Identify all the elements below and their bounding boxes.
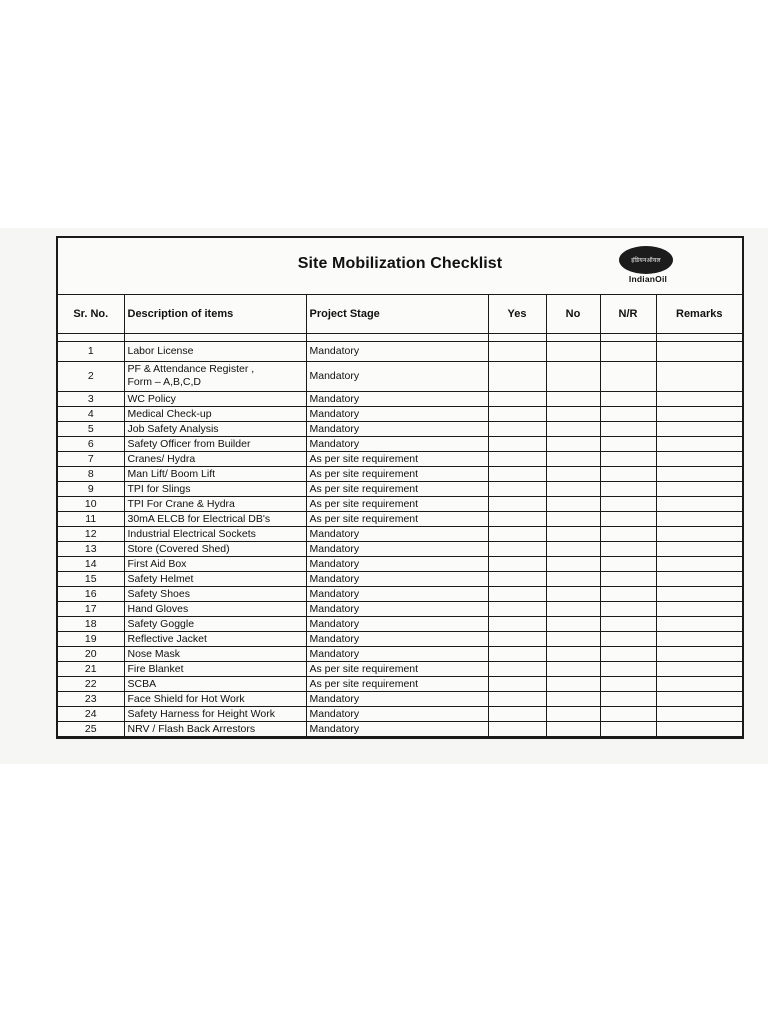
remarks-cell[interactable]: [656, 571, 742, 586]
project-stage-cell: As per site requirement: [306, 496, 488, 511]
description-cell: [124, 511, 306, 526]
yes-cell[interactable]: [488, 436, 546, 451]
description-cell: [124, 526, 306, 541]
yes-cell[interactable]: [488, 511, 546, 526]
na-cell[interactable]: [600, 586, 656, 601]
header-na: N/R: [600, 295, 656, 333]
na-cell[interactable]: [600, 571, 656, 586]
description-text-line2: Form – A,B,C,D: [127, 376, 202, 388]
yes-cell[interactable]: [488, 481, 546, 496]
yes-cell[interactable]: [488, 601, 546, 616]
project-stage-cell: Mandatory: [306, 436, 488, 451]
description-cell: [124, 661, 306, 676]
table-row: [58, 601, 742, 616]
description-text: Safety Officer from Builder: [127, 437, 251, 450]
no-cell[interactable]: [546, 571, 600, 586]
table-row: [58, 421, 742, 436]
na-cell[interactable]: [600, 361, 656, 391]
no-cell[interactable]: [546, 721, 600, 736]
project-stage-cell: As per site requirement: [306, 661, 488, 676]
description-text: Face Shield for Hot Work: [127, 692, 245, 705]
na-cell[interactable]: [600, 661, 656, 676]
project-stage-cell: Mandatory: [306, 721, 488, 736]
yes-cell[interactable]: [488, 541, 546, 556]
no-cell[interactable]: [546, 616, 600, 631]
yes-cell[interactable]: [488, 661, 546, 676]
description-text: Safety Shoes: [127, 587, 190, 600]
sr-no-cell: 5: [58, 421, 124, 436]
na-cell[interactable]: [600, 556, 656, 571]
na-cell[interactable]: [600, 601, 656, 616]
yes-cell[interactable]: [488, 556, 546, 571]
na-cell[interactable]: [600, 341, 656, 361]
remarks-cell[interactable]: [656, 631, 742, 646]
remarks-cell[interactable]: [656, 341, 742, 361]
no-cell[interactable]: [546, 706, 600, 721]
no-cell[interactable]: [546, 466, 600, 481]
table-row: [58, 661, 742, 676]
remarks-cell[interactable]: [656, 721, 742, 736]
remarks-cell[interactable]: [656, 481, 742, 496]
na-cell[interactable]: [600, 511, 656, 526]
table-row: [58, 691, 742, 706]
na-cell[interactable]: [600, 496, 656, 511]
table-row: [58, 391, 742, 406]
sr-no-cell: 2: [58, 361, 124, 391]
yes-cell[interactable]: [488, 451, 546, 466]
yes-cell[interactable]: [488, 496, 546, 511]
sr-no-cell: 17: [58, 601, 124, 616]
description-text: Safety Helmet: [127, 572, 194, 585]
na-cell[interactable]: [600, 466, 656, 481]
yes-cell[interactable]: [488, 721, 546, 736]
table-row: [58, 616, 742, 631]
checklist-table: [58, 295, 742, 737]
yes-cell[interactable]: [488, 406, 546, 421]
remarks-cell[interactable]: [656, 706, 742, 721]
header-description: Description of items: [124, 295, 306, 333]
description-text: TPI For Crane & Hydra: [127, 497, 235, 510]
no-cell[interactable]: [546, 676, 600, 691]
description-text: Industrial Electrical Sockets: [127, 527, 256, 540]
description-text: Cranes/ Hydra: [127, 452, 196, 465]
sr-no-cell: 25: [58, 721, 124, 736]
description-text: First Aid Box: [127, 557, 187, 570]
na-cell[interactable]: [600, 406, 656, 421]
remarks-cell[interactable]: [656, 466, 742, 481]
project-stage-cell: As per site requirement: [306, 451, 488, 466]
project-stage-cell: Mandatory: [306, 706, 488, 721]
sr-no-cell: 24: [58, 706, 124, 721]
table-row: [58, 541, 742, 556]
project-stage-cell: Mandatory: [306, 631, 488, 646]
sr-no-cell: 18: [58, 616, 124, 631]
table-row: [58, 481, 742, 496]
description-cell: [124, 421, 306, 436]
project-stage-cell: Mandatory: [306, 406, 488, 421]
remarks-cell[interactable]: [656, 436, 742, 451]
sr-no-cell: 6: [58, 436, 124, 451]
logo-wordmark: IndianOil: [628, 274, 668, 284]
description-text: NRV / Flash Back Arrestors: [127, 722, 256, 735]
description-cell: [124, 691, 306, 706]
remarks-cell[interactable]: [656, 451, 742, 466]
na-cell[interactable]: [600, 391, 656, 406]
sr-no-cell: 23: [58, 691, 124, 706]
project-stage-cell: Mandatory: [306, 391, 488, 406]
document-title: Site Mobilization Checklist: [297, 255, 503, 272]
no-cell[interactable]: [546, 511, 600, 526]
description-cell: [124, 706, 306, 721]
sr-no-cell: 9: [58, 481, 124, 496]
description-text: Safety Harness for Height Work: [127, 707, 275, 720]
project-stage-cell: Mandatory: [306, 601, 488, 616]
na-cell[interactable]: [600, 631, 656, 646]
description-cell: [124, 391, 306, 406]
no-cell[interactable]: [546, 406, 600, 421]
sr-no-cell: 3: [58, 391, 124, 406]
description-text: Store (Covered Shed): [127, 542, 230, 555]
checklist-body: [58, 333, 742, 736]
description-cell: [124, 436, 306, 451]
project-stage-cell: Mandatory: [306, 341, 488, 361]
yes-cell[interactable]: [488, 676, 546, 691]
no-cell[interactable]: [546, 526, 600, 541]
sr-no-cell: 4: [58, 406, 124, 421]
sr-no-cell: 1: [58, 341, 124, 361]
table-row: [58, 706, 742, 721]
yes-cell[interactable]: [488, 571, 546, 586]
table-row: [58, 526, 742, 541]
yes-cell[interactable]: [488, 466, 546, 481]
yes-cell[interactable]: [488, 616, 546, 631]
description-cell: [124, 406, 306, 421]
na-cell[interactable]: [600, 451, 656, 466]
indianoil-logo: [616, 246, 680, 288]
description-cell: [124, 721, 306, 736]
project-stage-cell: Mandatory: [306, 421, 488, 436]
table-row: [58, 631, 742, 646]
description-cell: [124, 556, 306, 571]
remarks-cell[interactable]: [656, 646, 742, 661]
sr-no-cell: 21: [58, 661, 124, 676]
description-cell: [124, 601, 306, 616]
description-cell: [124, 361, 306, 391]
table-row: [58, 586, 742, 601]
remarks-cell[interactable]: [656, 421, 742, 436]
table-row: [58, 571, 742, 586]
no-cell[interactable]: [546, 661, 600, 676]
description-cell: [124, 571, 306, 586]
logo-hindi-text: इंडियनऑयल: [631, 258, 661, 264]
no-cell[interactable]: [546, 451, 600, 466]
project-stage-cell: As per site requirement: [306, 481, 488, 496]
remarks-cell[interactable]: [656, 541, 742, 556]
yes-cell[interactable]: [488, 361, 546, 391]
project-stage-cell: As per site requirement: [306, 511, 488, 526]
remarks-cell[interactable]: [656, 511, 742, 526]
sr-no-cell: 16: [58, 586, 124, 601]
remarks-cell[interactable]: [656, 361, 742, 391]
no-cell[interactable]: [546, 691, 600, 706]
na-cell[interactable]: [600, 541, 656, 556]
description-text: Labor License: [127, 344, 194, 357]
yes-cell[interactable]: [488, 706, 546, 721]
table-row: [58, 361, 742, 391]
na-cell[interactable]: [600, 646, 656, 661]
description-text: Hand Gloves: [127, 602, 189, 615]
table-row: [58, 511, 742, 526]
sr-no-cell: 12: [58, 526, 124, 541]
na-cell[interactable]: [600, 706, 656, 721]
na-cell[interactable]: [600, 691, 656, 706]
no-cell[interactable]: [546, 391, 600, 406]
description-cell: [124, 481, 306, 496]
description-text: PF & Attendance Register ,: [127, 363, 255, 375]
table-row: [58, 556, 742, 571]
no-cell[interactable]: [546, 631, 600, 646]
description-text: Man Lift/ Boom Lift: [127, 467, 216, 480]
table-row: [58, 406, 742, 421]
description-cell: [124, 541, 306, 556]
remarks-cell[interactable]: [656, 601, 742, 616]
description-text: 30mA ELCB for Electrical DB's: [127, 512, 271, 525]
project-stage-cell: Mandatory: [306, 586, 488, 601]
description-cell: [124, 676, 306, 691]
remarks-cell[interactable]: [656, 526, 742, 541]
no-cell[interactable]: [546, 541, 600, 556]
table-row: [58, 436, 742, 451]
no-cell[interactable]: [546, 436, 600, 451]
table-row: [58, 466, 742, 481]
remarks-cell[interactable]: [656, 661, 742, 676]
sr-no-cell: 20: [58, 646, 124, 661]
no-cell[interactable]: [546, 556, 600, 571]
table-row: [58, 341, 742, 361]
no-cell[interactable]: [546, 646, 600, 661]
no-cell[interactable]: [546, 481, 600, 496]
description-cell: [124, 451, 306, 466]
description-cell: [124, 341, 306, 361]
no-cell[interactable]: [546, 341, 600, 361]
yes-cell[interactable]: [488, 631, 546, 646]
no-cell[interactable]: [546, 361, 600, 391]
project-stage-cell: Mandatory: [306, 526, 488, 541]
logo-emblem: [619, 246, 673, 274]
sr-no-cell: 8: [58, 466, 124, 481]
remarks-cell[interactable]: [656, 556, 742, 571]
header-project-stage: Project Stage: [306, 295, 488, 333]
remarks-cell[interactable]: [656, 691, 742, 706]
remarks-cell[interactable]: [656, 616, 742, 631]
sr-no-cell: 14: [58, 556, 124, 571]
table-row: [58, 496, 742, 511]
description-text: Fire Blanket: [127, 662, 184, 675]
project-stage-cell: Mandatory: [306, 541, 488, 556]
project-stage-cell: Mandatory: [306, 646, 488, 661]
na-cell[interactable]: [600, 436, 656, 451]
sr-no-cell: 11: [58, 511, 124, 526]
checklist-sheet: [56, 236, 744, 739]
description-cell: [124, 586, 306, 601]
remarks-cell[interactable]: [656, 391, 742, 406]
description-cell: [124, 631, 306, 646]
na-cell[interactable]: [600, 616, 656, 631]
na-cell[interactable]: [600, 481, 656, 496]
table-row: [58, 676, 742, 691]
yes-cell[interactable]: [488, 646, 546, 661]
header-remarks: Remarks: [656, 295, 742, 333]
no-cell[interactable]: [546, 601, 600, 616]
yes-cell[interactable]: [488, 691, 546, 706]
remarks-cell[interactable]: [656, 496, 742, 511]
description-text: TPI for Slings: [127, 482, 191, 495]
project-stage-cell: Mandatory: [306, 691, 488, 706]
title-bar: [58, 238, 742, 295]
sr-no-cell: 19: [58, 631, 124, 646]
project-stage-cell: Mandatory: [306, 361, 488, 391]
table-row: [58, 451, 742, 466]
yes-cell[interactable]: [488, 586, 546, 601]
description-cell: [124, 496, 306, 511]
project-stage-cell: Mandatory: [306, 616, 488, 631]
yes-cell[interactable]: [488, 341, 546, 361]
description-text: Nose Mask: [127, 647, 181, 660]
sr-no-cell: 10: [58, 496, 124, 511]
na-cell[interactable]: [600, 721, 656, 736]
sr-no-cell: 7: [58, 451, 124, 466]
description-cell: [124, 466, 306, 481]
na-cell[interactable]: [600, 526, 656, 541]
yes-cell[interactable]: [488, 421, 546, 436]
description-text: Job Safety Analysis: [127, 422, 219, 435]
remarks-cell[interactable]: [656, 586, 742, 601]
description-text: SCBA: [127, 677, 157, 690]
project-stage-cell: As per site requirement: [306, 676, 488, 691]
no-cell[interactable]: [546, 586, 600, 601]
header-sr-no: Sr. No.: [58, 295, 124, 333]
sr-no-cell: 13: [58, 541, 124, 556]
project-stage-cell: Mandatory: [306, 556, 488, 571]
description-text: Reflective Jacket: [127, 632, 207, 645]
description-cell: [124, 646, 306, 661]
description-text: WC Policy: [127, 392, 176, 405]
sr-no-cell: 15: [58, 571, 124, 586]
description-text: Safety Goggle: [127, 617, 195, 630]
yes-cell[interactable]: [488, 526, 546, 541]
yes-cell[interactable]: [488, 391, 546, 406]
table-row: [58, 721, 742, 736]
no-cell[interactable]: [546, 421, 600, 436]
no-cell[interactable]: [546, 496, 600, 511]
description-cell: [124, 616, 306, 631]
header-no: No: [546, 295, 600, 333]
remarks-cell[interactable]: [656, 406, 742, 421]
description-text: Medical Check-up: [127, 407, 212, 420]
table-row: [58, 646, 742, 661]
remarks-cell[interactable]: [656, 676, 742, 691]
na-cell[interactable]: [600, 676, 656, 691]
spacer-row: [58, 333, 742, 341]
header-row: [58, 295, 742, 333]
na-cell[interactable]: [600, 421, 656, 436]
sr-no-cell: 22: [58, 676, 124, 691]
header-yes: Yes: [488, 295, 546, 333]
project-stage-cell: Mandatory: [306, 571, 488, 586]
project-stage-cell: As per site requirement: [306, 466, 488, 481]
